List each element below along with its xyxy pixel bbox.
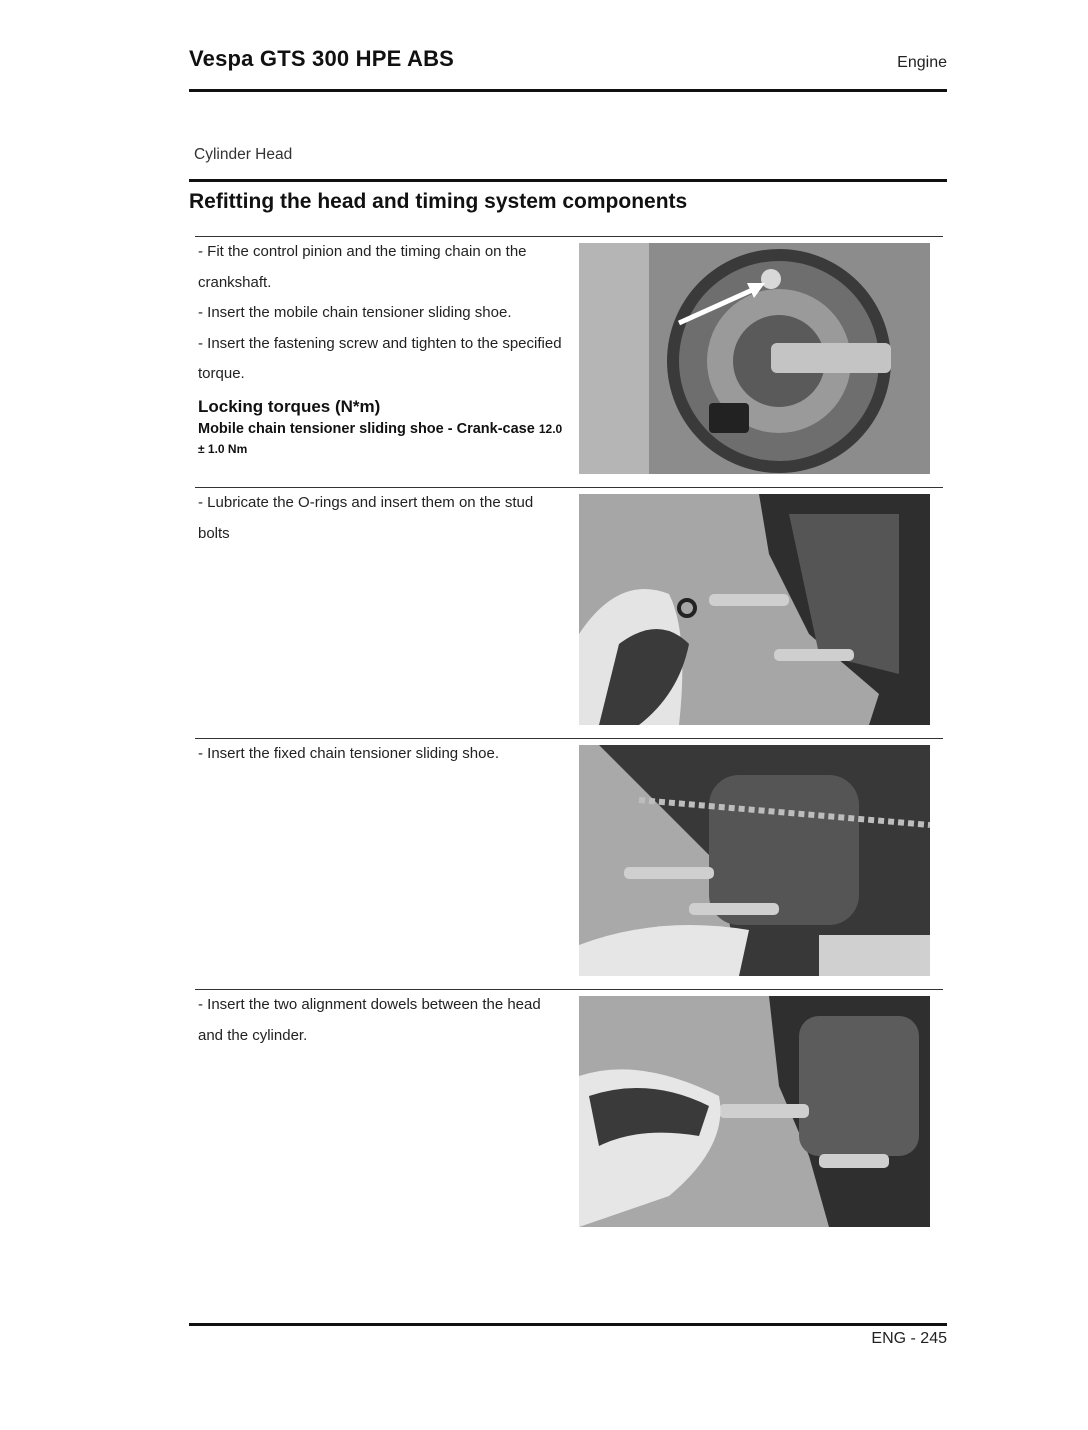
footer-divider [189,1323,947,1326]
torque-spec [198,419,568,459]
dowel-photo [579,996,930,1227]
fixed-shoe-photo [579,745,930,976]
step-1-instructions [198,237,568,459]
instruction-line: - Insert the two alignment dowels between the head and the cylinder. [198,996,541,1044]
section-label: Engine [897,54,947,71]
subsection-title: Cylinder Head [194,146,293,163]
torque-value: 12.0 ± 1.0 Nm [198,421,563,456]
step-4-instructions [198,990,568,1051]
instruction-line: - Lubricate the O-rings and insert them on the stud bolts [198,494,534,542]
page-heading: Refitting the head and timing system components [189,190,688,213]
step-2-instructions [198,488,568,549]
page-number: ENG - 245 [871,1330,947,1347]
torque-item: Mobile chain tensioner sliding shoe - Crank-case [198,420,535,437]
step-3-instructions [198,739,568,770]
instruction-line: - Insert the fastening screw and tighten to the specified torque. [198,334,562,382]
instruction-line: - Insert the mobile chain tensioner sliding shoe. [198,304,512,321]
torque-title: Locking torques (N*m) [198,396,381,416]
timing-chain-photo [579,243,930,474]
o-ring-photo [579,494,930,725]
instruction-line: - Insert the fixed chain tensioner sliding shoe. [198,745,500,762]
heading-divider [189,179,947,182]
instruction-line: - Fit the control pinion and the timing chain on the crankshaft. [198,243,527,291]
header-divider [189,89,947,92]
document-title: Vespa GTS 300 HPE ABS [189,46,455,71]
